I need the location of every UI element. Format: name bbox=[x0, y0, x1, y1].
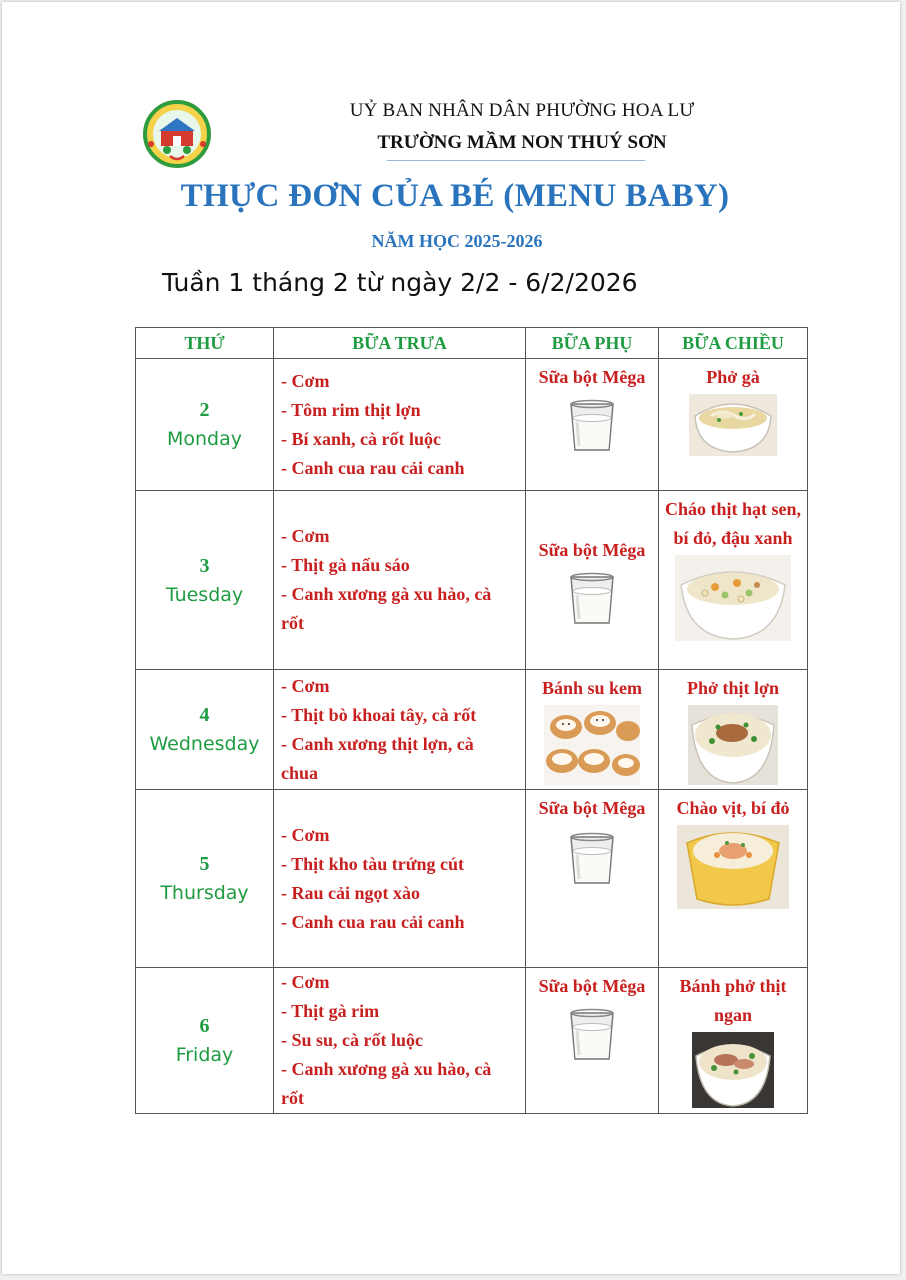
day-cell bbox=[136, 670, 274, 790]
lunch-item: - Cơm bbox=[281, 526, 330, 546]
header-lunch: BỮA TRƯA bbox=[274, 328, 526, 359]
school-name: TRƯỜNG MẦM NON THUÝ SƠN bbox=[377, 132, 667, 153]
header-afternoon: BỮA CHIỀU bbox=[659, 328, 808, 359]
lunch-item: - Thịt gà nấu sáo bbox=[281, 555, 410, 575]
lunch-cell bbox=[274, 670, 526, 790]
day-number: 3 bbox=[199, 554, 210, 577]
day-name: Monday bbox=[166, 428, 242, 450]
afternoon-cell bbox=[659, 491, 808, 670]
afternoon-name: Bánh phở thịt ngan bbox=[679, 976, 787, 1025]
table-row bbox=[136, 968, 808, 1114]
day-number: 2 bbox=[199, 399, 210, 421]
snack-cell bbox=[526, 790, 659, 968]
afternoon-cell bbox=[659, 790, 808, 968]
lunch-item: - Canh xương gà xu hào, cà rốt bbox=[281, 1059, 492, 1108]
snack-cell bbox=[526, 359, 659, 491]
duck-porridge-icon bbox=[677, 825, 789, 909]
table-header-row bbox=[136, 328, 808, 359]
milk-glass-icon bbox=[561, 825, 623, 891]
snack-name: Bánh su kem bbox=[541, 678, 643, 698]
milk-glass-icon bbox=[561, 394, 623, 456]
lunch-item: - Canh xương gà xu hào, cà rốt bbox=[281, 584, 492, 633]
lunch-item: - Cơm bbox=[281, 972, 330, 992]
header-divider bbox=[387, 160, 645, 161]
menu-page bbox=[2, 2, 900, 1274]
day-cell bbox=[136, 491, 274, 670]
lunch-item: - Su su, cà rốt luộc bbox=[281, 1030, 424, 1050]
afternoon-cell bbox=[659, 359, 808, 491]
snack-cell bbox=[526, 968, 659, 1114]
day-name: Wednesday bbox=[149, 733, 260, 755]
duck-noodle-icon bbox=[692, 1032, 774, 1108]
lunch-item: - Thịt bò khoai tây, cà rốt bbox=[281, 704, 477, 725]
day-number: 4 bbox=[199, 704, 210, 726]
chicken-pho-icon bbox=[689, 394, 777, 456]
lunch-item: - Canh xương thịt lợn, cà chua bbox=[281, 733, 474, 783]
lunch-cell bbox=[274, 359, 526, 491]
lunch-item: - Cơm bbox=[281, 824, 330, 845]
day-cell bbox=[136, 359, 274, 491]
day-cell bbox=[136, 790, 274, 968]
afternoon-name: Phở thịt lợn bbox=[687, 678, 779, 698]
school-logo-icon bbox=[141, 100, 213, 168]
porridge-bowl-icon bbox=[675, 555, 791, 641]
table-row bbox=[136, 491, 808, 670]
lunch-item: - Canh cua rau cải canh bbox=[281, 457, 465, 478]
table-row bbox=[136, 790, 808, 968]
day-name: Thursday bbox=[160, 882, 249, 904]
snack-name: Sữa bột Mêga bbox=[538, 539, 646, 560]
day-name: Friday bbox=[175, 1044, 234, 1066]
lunch-item: - Tôm rim thịt lợn bbox=[281, 399, 421, 420]
cream-puffs-icon bbox=[544, 705, 640, 785]
menu-table bbox=[135, 327, 808, 1114]
day-number: 6 bbox=[199, 1015, 210, 1037]
table-row bbox=[136, 359, 808, 491]
snack-name: Sữa bột Mêga bbox=[538, 798, 646, 818]
lunch-item: - Cơm bbox=[281, 675, 330, 696]
page-title: THỰC ĐƠN CỦA BÉ (MENU BABY) bbox=[180, 178, 730, 214]
day-number: 5 bbox=[199, 853, 210, 875]
milk-glass-icon bbox=[561, 567, 623, 629]
afternoon-cell bbox=[659, 968, 808, 1114]
lunch-item: - Canh cua rau cải canh bbox=[281, 911, 465, 932]
lunch-cell bbox=[274, 491, 526, 670]
afternoon-name: Phở gà bbox=[706, 367, 760, 387]
lunch-item: - Rau cải ngọt xào bbox=[281, 882, 420, 903]
lunch-cell bbox=[274, 968, 526, 1114]
snack-name: Sữa bột Mêga bbox=[538, 367, 646, 387]
authority-heading: UỶ BAN NHÂN DÂN PHƯỜNG HOA LƯ bbox=[349, 100, 695, 121]
lunch-cell bbox=[274, 790, 526, 968]
header-day: THỨ bbox=[136, 328, 274, 359]
lunch-item: - Thịt kho tàu trứng cút bbox=[281, 853, 464, 874]
lunch-item: - Thịt gà rim bbox=[281, 1001, 380, 1021]
pork-pho-icon bbox=[688, 705, 778, 785]
school-year: NĂM HỌC 2025-2026 bbox=[371, 231, 543, 251]
afternoon-name: Cháo thịt hạt sen, bí đỏ, đậu xanh bbox=[664, 499, 802, 548]
afternoon-cell bbox=[659, 670, 808, 790]
lunch-item: - Cơm bbox=[281, 370, 330, 391]
lunch-item: - Bí xanh, cà rốt luộc bbox=[281, 428, 441, 449]
day-name: Tuesday bbox=[165, 583, 244, 606]
table-row bbox=[136, 670, 808, 790]
day-cell bbox=[136, 968, 274, 1114]
snack-cell bbox=[526, 670, 659, 790]
week-range: Tuần 1 tháng 2 từ ngày 2/2 - 6/2/2026 bbox=[162, 268, 638, 297]
snack-name: Sữa bột Mêga bbox=[538, 976, 646, 996]
snack-cell bbox=[526, 491, 659, 670]
afternoon-name: Chào vịt, bí đỏ bbox=[676, 798, 790, 818]
header-snack: BỮA PHỤ bbox=[526, 328, 659, 359]
milk-glass-icon bbox=[561, 1003, 623, 1065]
